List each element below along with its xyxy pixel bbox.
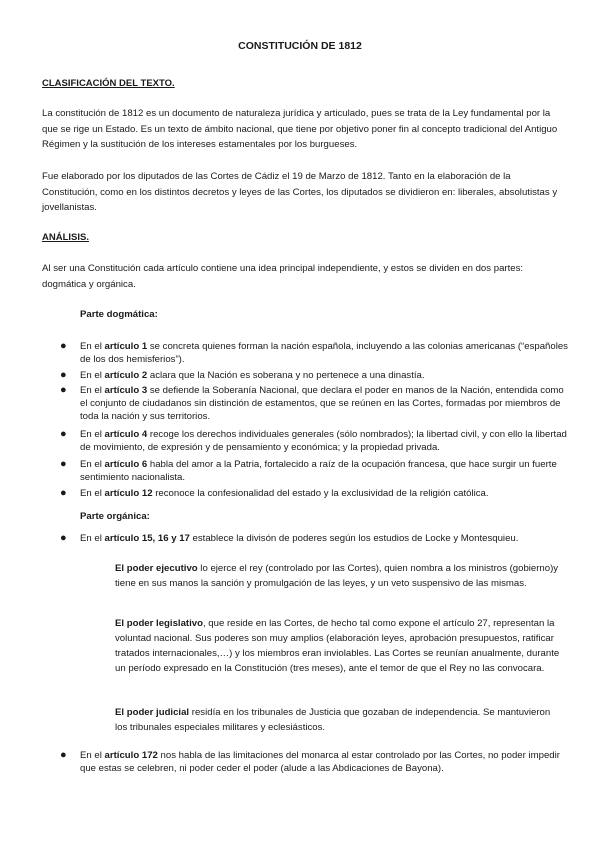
- paragraph-clasificacion-2: Fue elaborado por los diputados de las Cortes de Cádiz el 19 de Marzo de 1812. Tanto en la elaboración de la Constitución, como en los distintos decretos y leyes de las Cortes, los diputados se dividieron en: liberales, absolutistas y jovellanistas.: [42, 171, 558, 214]
- list-item: ● En el artículo 1 se concreta quienes forman la nación española, incluyendo a las colonias americanas (“españoles de los dos hemisferios”).: [60, 340, 568, 366]
- bullet-icon: ●: [60, 340, 67, 352]
- paragraph-analisis: Al ser una Constitución cada artículo contiene una idea principal independiente, y estos se dividen en dos partes: dogmática y orgánica.: [42, 263, 524, 290]
- heading-clasificacion: CLASIFICACIÓN DEL TEXTO.: [42, 78, 175, 89]
- paragraph-poder-legislativo: El poder legislativo, que reside en las Cortes, de hecho tal como expone el artículo 27, representan la voluntad nacional. Sus poderes son muy amplios (elaboración leyes, aprobación presupuestos, ratificar tratados internacionales,…) y los miembros eran inviolables. Las Cortes se reunían anualmente, durante un período expresado en la Constitución (tres meses), ante el temor de que el Rey no las convocara.: [115, 618, 560, 674]
- subheading-parte-dogmatica: Parte dogmática:: [80, 309, 158, 320]
- bullet-icon: ●: [60, 369, 67, 381]
- list-item: ● En el artículo 3 se defiende la Soberanía Nacional, que declara el poder en manos de la Nación, entendida como el conjunto de ciudadanos sin distinción de estamentos, que se reúnen en las Cortes, formadas por miembros de toda la nación y sus territorios.: [60, 384, 564, 423]
- bullet-icon: ●: [60, 458, 67, 470]
- list-item: ● En el artículo 6 habla del amor a la Patria, fortalecido a raíz de la ocupación francesa, que hace surgir un fuerte sentimiento nacionalista.: [60, 458, 557, 484]
- heading-analisis: ANÁLISIS.: [42, 232, 89, 243]
- document-title: CONSTITUCIÓN DE 1812: [238, 40, 362, 52]
- paragraph-clasificacion-1: La constitución de 1812 es un documento de naturaleza jurídica y articulado, pues se trata de la Ley fundamental por la que se rige un Estado. Es un texto de ámbito nacional, que tiene por objetivo poner fin al concepto tradicional del Antiguo Régimen y la sustitución de los intereses estamentales por los burgueses.: [42, 108, 558, 151]
- list-item: ● En el artículo 15, 16 y 17 establece la divisón de poderes según los estudios de Locke y Montesquieu.: [60, 532, 519, 544]
- paragraph-poder-ejecutivo: El poder ejecutivo lo ejerce el rey (controlado por las Cortes), quien nombra a los ministros (gobierno)y tiene en sus manos la sanción y promulgación de las leyes, y un veto suspensivo de las mismas.: [115, 563, 559, 589]
- bullet-icon: ●: [60, 749, 67, 761]
- bullet-icon: ●: [60, 532, 67, 544]
- list-item: ● En el artículo 2 aclara que la Nación es soberana y no pertenece a una dinastía.: [60, 369, 425, 381]
- list-item: ● En el artículo 4 recoge los derechos individuales generales (sólo nombrados); la libertad civil, y con ello la libertad de movimiento, de expresión y de pensamiento y económica; y la propiedad privada.: [60, 428, 567, 454]
- paragraph-poder-judicial: El poder judicial residía en los tribunales de Justicia que gozaban de independencia. Se mantuvieron los tribunales especiales militares y eclesiásticos.: [115, 707, 551, 733]
- bullet-icon: ●: [60, 384, 67, 396]
- bullet-icon: ●: [60, 428, 67, 440]
- list-item: ● En el artículo 172 nos habla de las limitaciones del monarca al estar controlado por las Cortes, no poder impedir que estas se celebren, ni poder ceder el poder (alude a las Abdicaciones de Bayona).: [60, 749, 560, 775]
- bullet-icon: ●: [60, 487, 67, 499]
- list-item: ● En el artículo 12 reconoce la confesionalidad del estado y la exclusividad de la religión católica.: [60, 487, 489, 499]
- subheading-parte-organica: Parte orgánica:: [80, 511, 150, 522]
